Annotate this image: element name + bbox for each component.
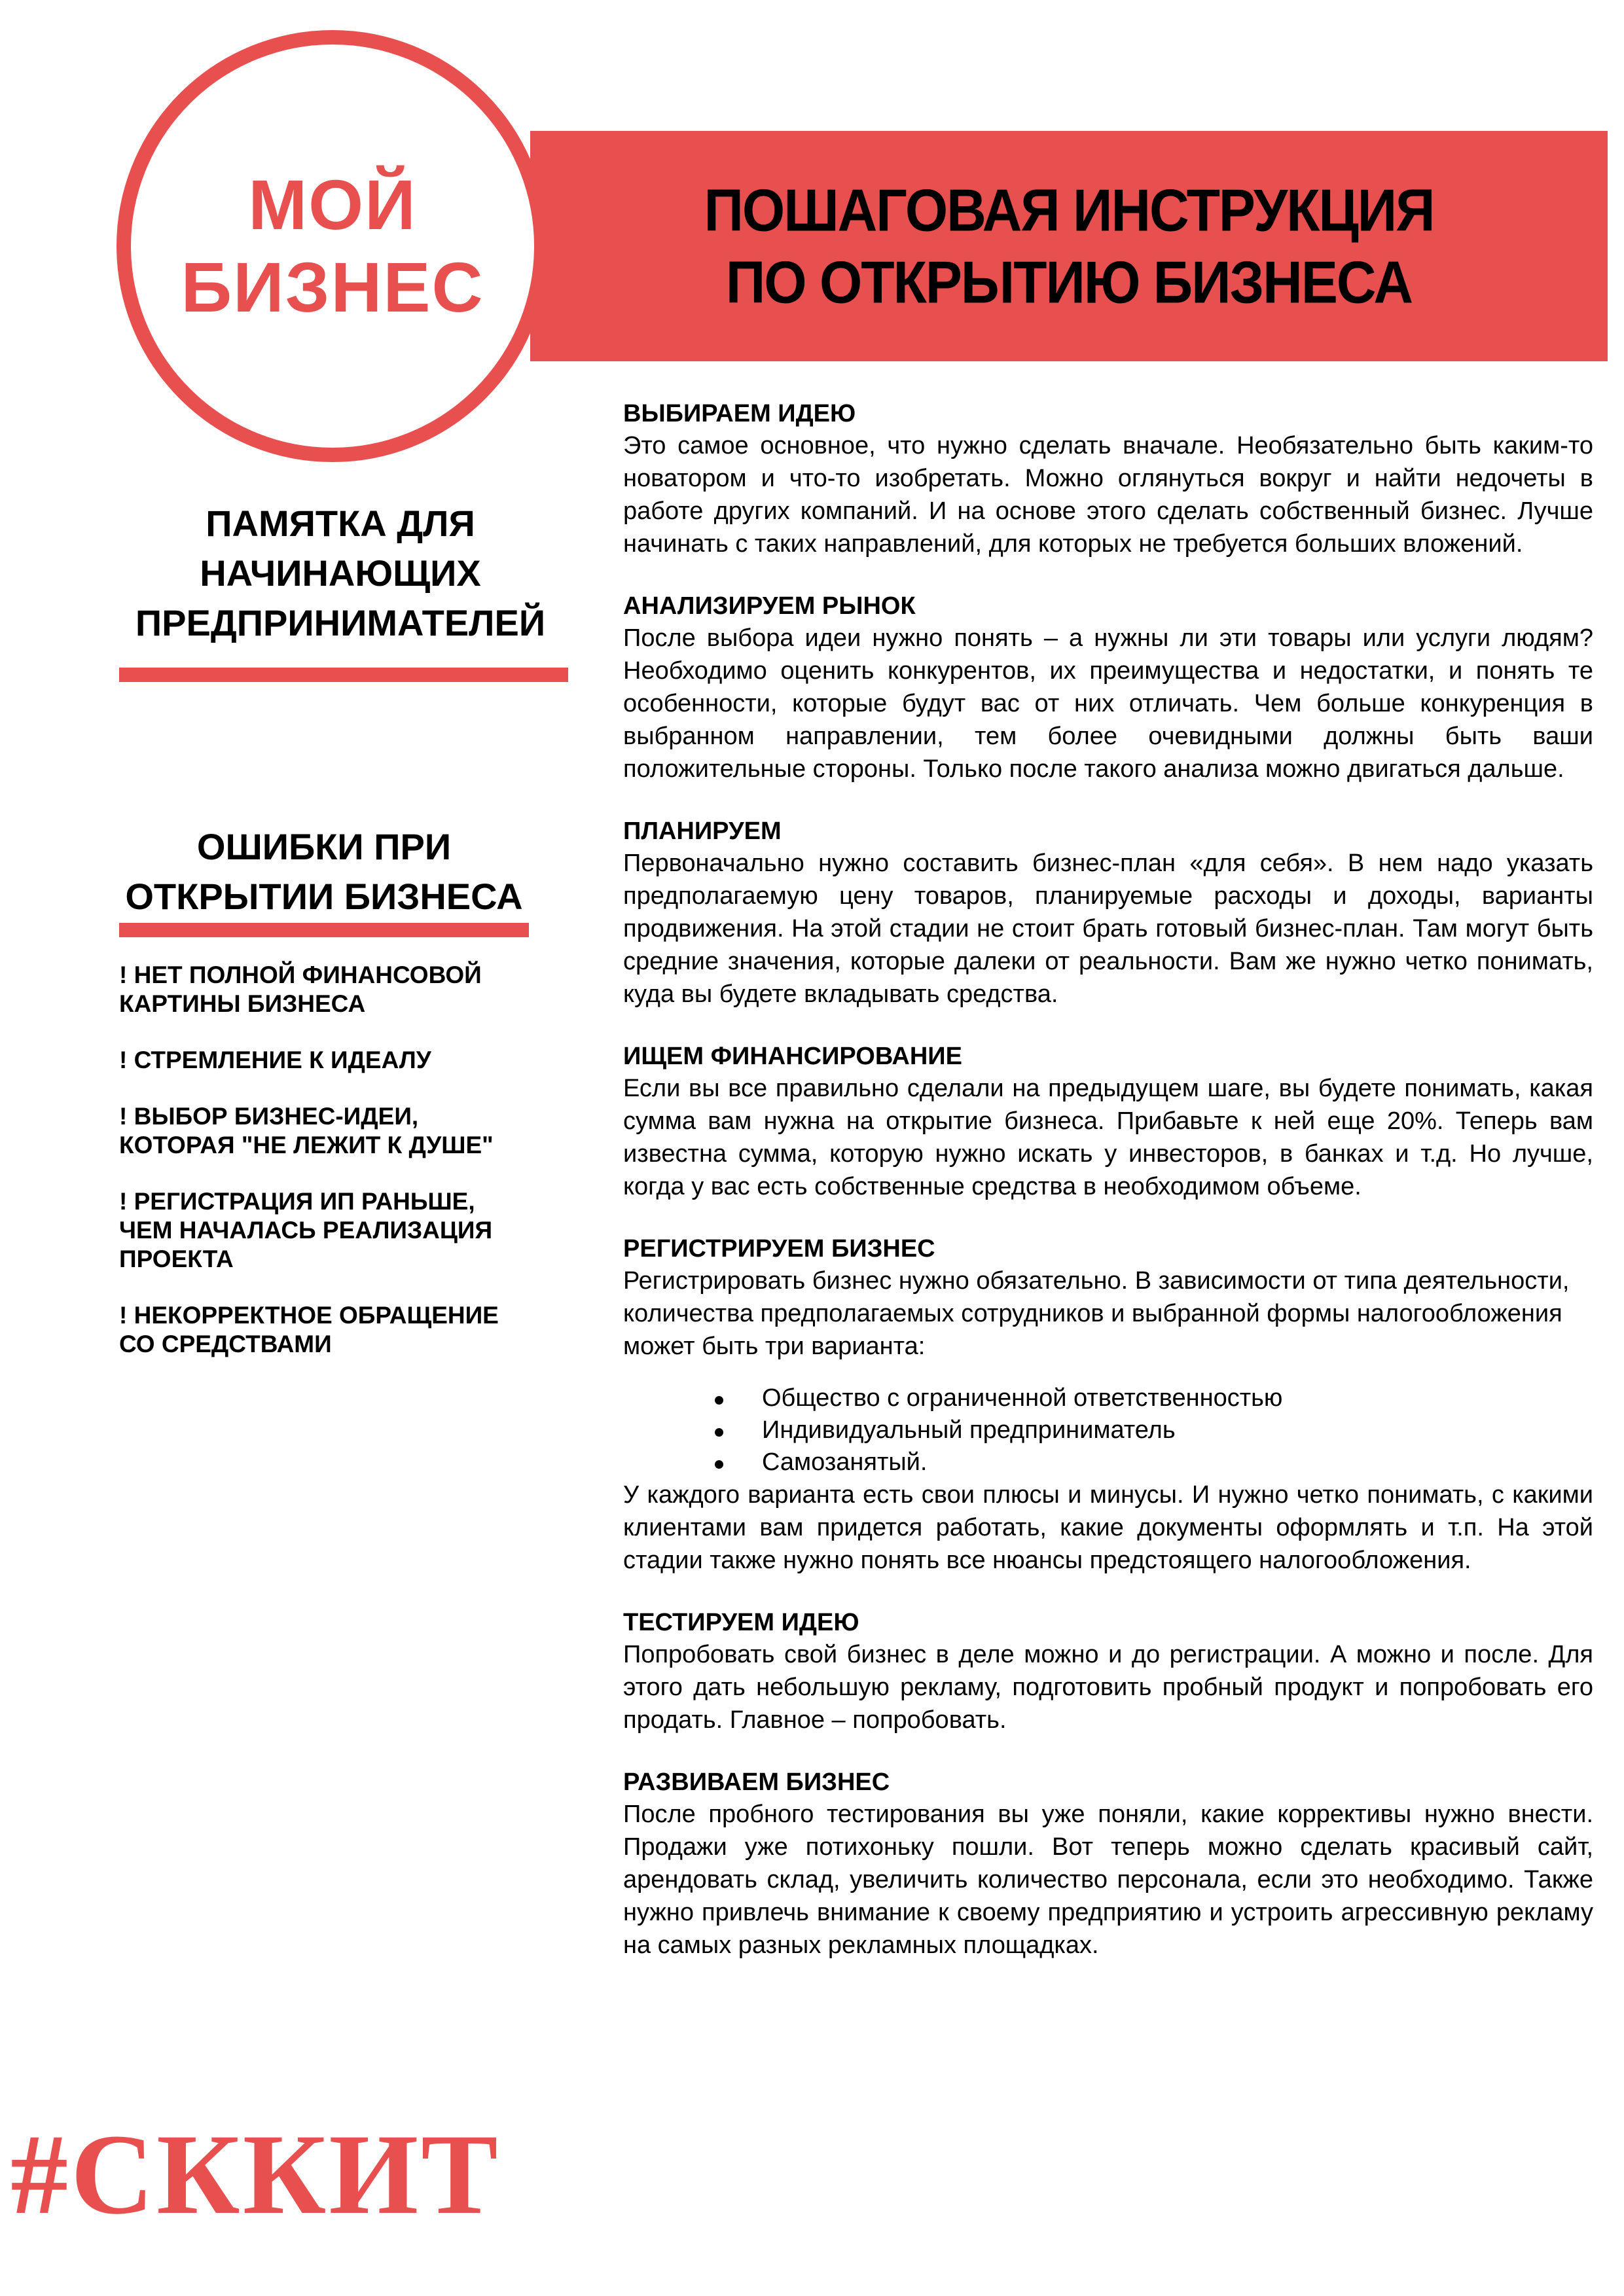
bullet-icon [715,1428,723,1437]
section-text: Попробовать свой бизнес в деле можно и до регистрации. А можно и после. Для этого дать небольшую рекламу, подготовить пробный продукт и попробовать его продать. Главное – попробовать. [623,1641,1593,1734]
section-market-analysis [623,590,1593,785]
bullet-icon [715,1396,723,1405]
instructions [623,398,1593,1992]
section-text: Первоначально нужно составить бизнес-план «для себя». В нем надо указать предполагаемую цену товаров, планируемые расходы и доходы, варианты продвижения. На этой стадии не стоит брать готовый бизнес-план. Там могут быть средние значения, которые далеки от реальности. Вам же нужно четко понимать, куда вы будете вкладывать средства. [623,850,1593,1008]
section-financing [623,1041,1593,1203]
section-text: Регистрировать бизнес нужно обязательно. В зависимости от типа деятельности, количества предполагаемых сотрудников и выбранной формы налогообложения может быть три варианта: [623,1267,1570,1360]
bullet-icon [715,1460,723,1469]
error-item-line: ПРОЕКТА [119,1246,234,1272]
title-line-1: ПОШАГОВАЯ ИНСТРУКЦИЯ [704,177,1434,243]
error-item [119,1187,538,1274]
title-line-2: ПО ОТКРЫТИЮ БИЗНЕСА [725,249,1413,315]
error-item-line: ! НЕТ ПОЛНОЙ ФИНАНСОВОЙ [119,961,482,988]
section-registration [623,1233,1593,1577]
memo-line-2: НАЧИНАЮЩИХ [200,552,481,594]
list-item [762,1446,1593,1479]
section-title: ИЩЕМ ФИНАНСИРОВАНИЕ [623,1043,962,1070]
logo-line-2: БИЗНЕС [181,247,484,327]
memo-line-1: ПАМЯТКА ДЛЯ [206,503,475,544]
section-testing [623,1607,1593,1736]
section-text: Если вы все правильно сделали на предыдущем шаге, вы будете понимать, какая сумма вам нужна на открытие бизнеса. Прибавьте к ней еще 20%. Теперь вам известна сумма, которую нужно искать у инвесторов, в банках и т.д. Но лучше, когда у вас есть собственные средства в необходимом объеме. [623,1075,1593,1200]
section-text-after: У каждого варианта есть свои плюсы и минусы. И нужно четко понимать, с какими клиентами вам придется работать, какие документы оформлять и т.п. На этой стадии также нужно понять все нюансы предстоящего налогообложения. [623,1481,1593,1574]
page-title [530,131,1608,361]
section-title: ВЫБИРАЕМ ИДЕЮ [623,400,856,427]
error-item-line: ! ВЫБОР БИЗНЕС-ИДЕИ, [119,1103,419,1130]
error-item [119,1046,538,1075]
error-item-line: ! НЕКОРРЕКТНОЕ ОБРАЩЕНИЕ [119,1302,499,1329]
list-item-text: Индивидуальный предприниматель [762,1416,1176,1444]
memo-divider [119,668,568,682]
errors-list [119,961,538,1386]
section-text: После пробного тестирования вы уже поняли, какие коррективы нужно внести. Продажи уже потихоньку пошли. Вот теперь можно сделать красивый сайт, арендовать склад, увеличить количество персонала, если это необходимо. Также нужно привлечь внимание к своему предприятию и устроить агрессивную рекламу на самых разных рекламных площадках. [623,1801,1593,1959]
error-item-line: СО СРЕДСТВАМИ [119,1331,332,1357]
section-title: ТЕСТИРУЕМ ИДЕЮ [623,1609,859,1636]
section-title: РАЗВИВАЕМ БИЗНЕС [623,1768,890,1796]
list-item [762,1414,1593,1446]
memo-heading [111,499,569,648]
logo-line-1: МОЙ [248,165,417,244]
error-item-line: ЧЕМ НАЧАЛАСЬ РЕАЛИЗАЦИЯ [119,1217,493,1244]
errors-heading [119,822,529,922]
memo-line-3: ПРЕДПРИНИМАТЕЛЕЙ [135,602,546,643]
error-item [119,1102,538,1160]
error-item-line: КОТОРАЯ "НЕ ЛЕЖИТ К ДУШЕ" [119,1132,494,1158]
errors-heading-line-2: ОТКРЫТИИ БИЗНЕСА [125,876,523,917]
errors-divider [119,923,529,937]
section-planning [623,816,1593,1011]
error-item-line: ! СТРЕМЛЕНИЕ К ИДЕАЛУ [119,1047,431,1073]
logo-circle [117,30,549,462]
error-item [119,961,538,1018]
section-text: Это самое основное, что нужно сделать вначале. Необязательно быть каким-то новатором и что-то изобретать. Можно оглянуться вокруг и найти недочеты в работе других компаний. И на основе этого сделать собственный бизнес. Лучше начинать с таких направлений, для которых не требуется больших вложений. [623,432,1593,558]
section-choose-idea [623,398,1593,560]
errors-heading-line-1: ОШИБКИ ПРИ [196,826,452,867]
hashtag: #СККИТ [10,2111,501,2238]
section-title: АНАЛИЗИРУЕМ РЫНОК [623,592,916,620]
section-title: РЕГИСТРИРУЕМ БИЗНЕС [623,1235,935,1263]
section-title: ПЛАНИРУЕМ [623,817,782,845]
list-item-text: Общество с ограниченной ответственностью [762,1384,1283,1412]
section-development [623,1767,1593,1962]
section-text: После выбора идеи нужно понять – а нужны ли эти товары или услуги людям? Необходимо оценить конкурентов, их преимущества и недостатки, и понять те особенности, которые будут вас от них отличать. Чем больше конкуренция в выбранном направлении, тем более очевидными должны быть ваши положительные стороны. Только после такого анализа можно двигаться дальше. [623,624,1593,783]
list-item-text: Самозанятый. [762,1448,928,1476]
registration-options [623,1382,1593,1479]
error-item [119,1301,538,1359]
error-item-line: ! РЕГИСТРАЦИЯ ИП РАНЬШЕ, [119,1188,475,1215]
list-item [762,1382,1593,1414]
error-item-line: КАРТИНЫ БИЗНЕСА [119,990,366,1017]
